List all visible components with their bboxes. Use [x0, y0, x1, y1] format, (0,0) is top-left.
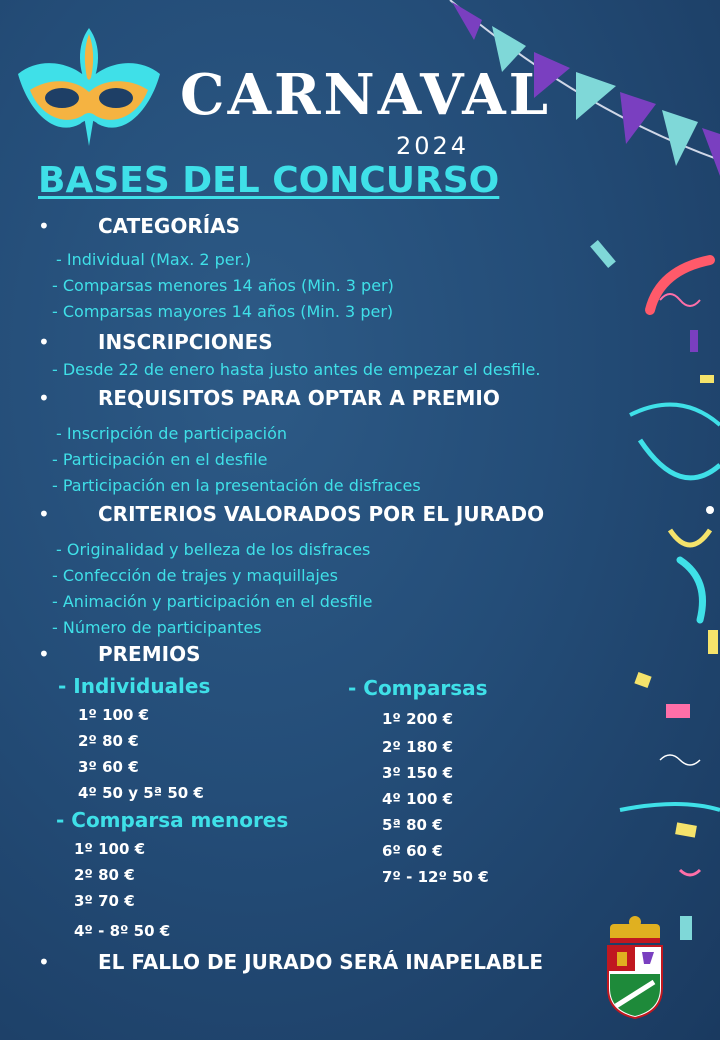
list-item: - Número de participantes	[52, 618, 262, 637]
coat-of-arms-emblem	[602, 914, 668, 1020]
list-item: - Individual (Max. 2 per.)	[56, 250, 252, 269]
prize-item: 4º 100 €	[382, 790, 454, 808]
prize-item: 1º 200 €	[382, 710, 454, 728]
list-item: - Animación y participación en el desfile	[52, 592, 373, 611]
bullet-icon: •	[38, 950, 50, 974]
list-item: - Desde 22 de enero hasta justo antes de empezar el desfile.	[52, 360, 541, 379]
list-item: - Participación en el desfile	[52, 450, 268, 469]
list-item: - Participación en la presentación de disfraces	[52, 476, 421, 495]
section-title-requisitos: REQUISITOS PARA OPTAR A PREMIO	[98, 386, 500, 410]
section-title-criterios: CRITERIOS VALORADOS POR EL JURADO	[98, 502, 545, 526]
bullet-icon: •	[38, 642, 50, 666]
prize-item: 3º 150 €	[382, 764, 454, 782]
prize-item: 6º 60 €	[382, 842, 443, 860]
section-title-premios: PREMIOS	[98, 642, 201, 666]
pennant	[702, 128, 720, 176]
list-item: - Inscripción de participación	[56, 424, 288, 443]
bullet-icon: •	[38, 330, 50, 354]
section-title-categorias: CATEGORÍAS	[98, 214, 241, 238]
list-item: - Confección de trajes y maquillajes	[52, 566, 338, 585]
page-heading: BASES DEL CONCURSO	[38, 160, 500, 201]
prize-item: 2º 180 €	[382, 738, 454, 756]
prize-item: 3º 60 €	[78, 758, 139, 776]
section-title-inscripciones: INSCRIPCIONES	[98, 330, 273, 354]
prize-item: 3º 70 €	[74, 892, 135, 910]
prize-group-comparsa-menores: - Comparsa menores	[56, 808, 289, 832]
pennant	[452, 2, 482, 40]
confetti-decoration	[580, 200, 720, 980]
prize-item: 1º 100 €	[74, 840, 146, 858]
prize-group-individuales: - Individuales	[58, 674, 211, 698]
prize-item: 7º - 12º 50 €	[382, 868, 489, 886]
carnival-mask-icon	[14, 20, 164, 150]
bullet-icon: •	[38, 386, 50, 410]
pennant	[576, 72, 616, 120]
prize-group-comparsas: - Comparsas	[348, 676, 488, 700]
prize-item: 1º 100 €	[78, 706, 150, 724]
prize-item: 2º 80 €	[74, 866, 135, 884]
prize-item: 2º 80 €	[78, 732, 139, 750]
event-title: CARNAVAL	[180, 62, 552, 128]
list-item: - Comparsas menores 14 años (Min. 3 per)	[52, 276, 394, 295]
event-year: 2024	[396, 132, 470, 160]
bullet-icon: •	[38, 214, 50, 238]
list-item: - Originalidad y belleza de los disfraces	[56, 540, 371, 559]
pennant	[620, 92, 656, 144]
prize-item: 4º - 8º 50 €	[74, 922, 171, 940]
bullet-icon: •	[38, 502, 50, 526]
list-item: - Comparsas mayores 14 años (Min. 3 per)	[52, 302, 394, 321]
prize-item: 4º 50 y 5ª 50 €	[78, 784, 204, 802]
prize-item: 5ª 80 €	[382, 816, 443, 834]
final-statement: EL FALLO DE JURADO SERÁ INAPELABLE	[98, 950, 544, 974]
